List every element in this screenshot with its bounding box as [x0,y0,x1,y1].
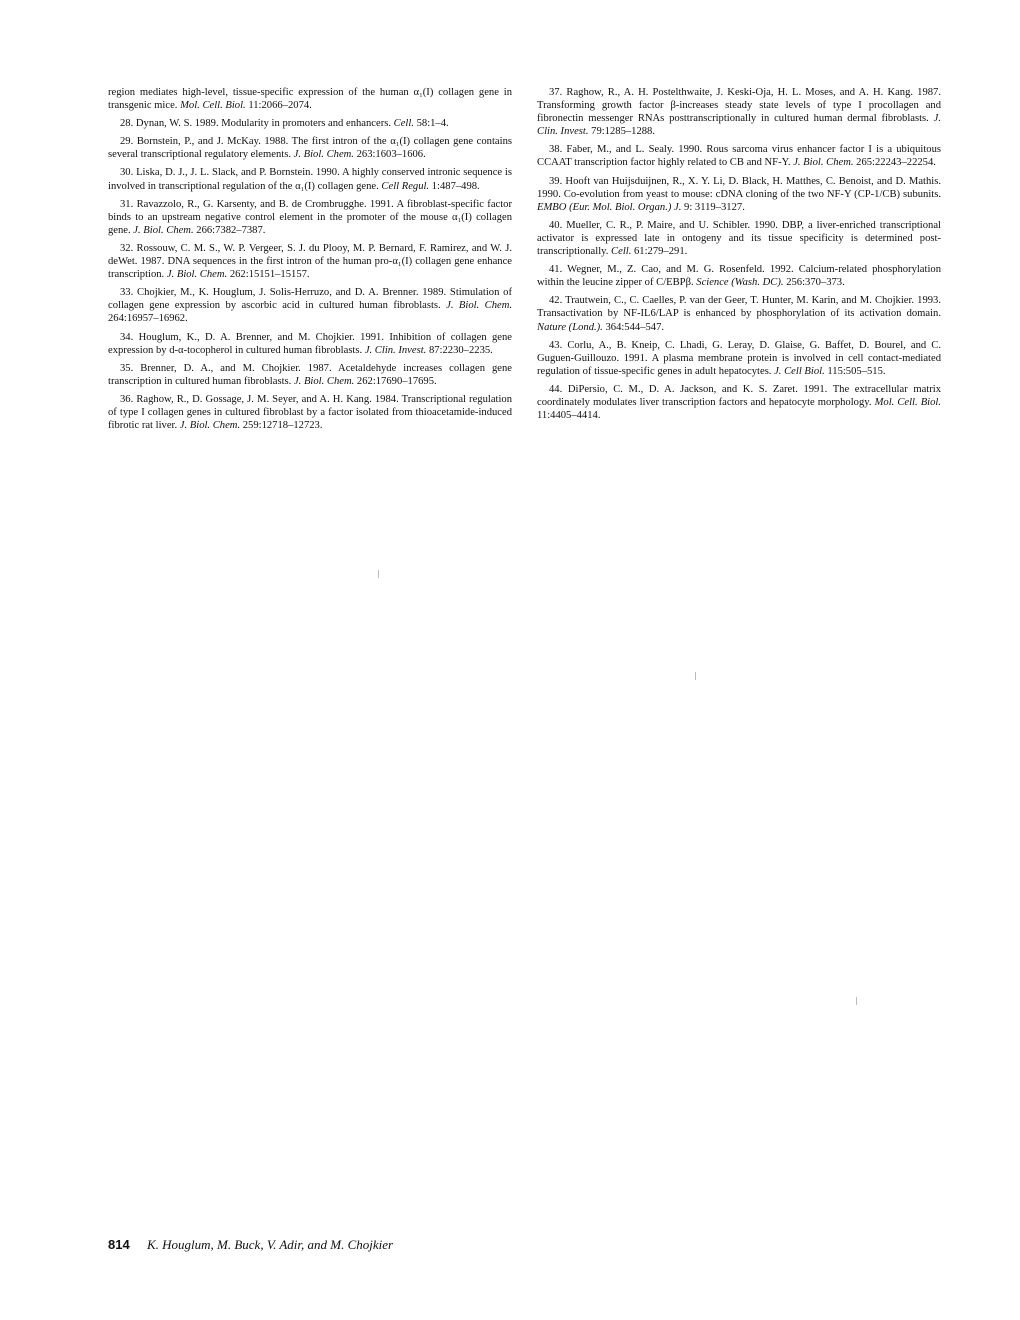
reference-citation: 1:487–498. [429,180,480,192]
reference-number: 44. [549,383,563,395]
reference-text: Chojkier, M., K. Houglum, J. Solis-Herruzo, and D. A. Brenner. 1989. Stimulation of collagen gene expression by ascorbic acid in cultured human fibroblasts. [108,287,512,312]
reference-column-left [108,86,512,437]
reference-citation: 256:370–373. [783,277,845,289]
reference-entry [108,286,512,325]
reference-number: 29. [120,136,134,148]
reference-citation: 9: 3119–3127. [681,201,745,213]
reference-text: Hooft van Huijsduijnen, R., X. Y. Li, D. Black, H. Matthes, C. Benoist, and D. Mathis. 1990. Co-evolution from yeast to mouse: cDNA cloning of the two NF-Y (CP-1/CB) subunits. [537,175,941,200]
reference-number: 40. [549,219,563,231]
reference-text: Ravazzolo, R., G. Karsenty, and B. de Crombrugghe. 1991. A fibroblast-specific factor binds to an upstream negative control element in the promoter of the mouse α₁(I) collagen gene. [108,198,512,236]
reference-journal: J. Clin. Invest. [364,344,427,356]
reference-number: 38. [549,144,563,156]
reference-number: 34. [120,331,134,343]
reference-entry [108,166,512,192]
reference-number: 39. [549,175,563,187]
scan-speck [695,672,696,680]
reference-citation: 266:7382–7387. [193,224,266,236]
scan-speck [856,997,857,1005]
reference-citation: 262:17690–17695. [354,375,437,387]
reference-number: 35. [120,362,134,374]
reference-entry [108,393,512,432]
scan-speck [378,570,379,578]
reference-journal: J. Biol. Chem. [793,157,854,169]
reference-text: Dynan, W. S. 1989. Modularity in promoters and enhancers. [133,118,394,130]
reference-number: 31. [120,198,134,210]
reference-entry [537,143,941,169]
reference-journal: J. Biol. Chem. [293,149,354,161]
reference-entry [108,362,512,388]
reference-citation: 259:12718–12723. [240,420,323,432]
reference-citation: 364:544–547. [602,321,665,333]
reference-text: Liska, D. J., J. L. Slack, and P. Bornstein. 1990. A highly conserved intronic sequence is involved in transcriptional regulation of the α₁(I) collagen gene. [108,167,512,192]
reference-text: Trautwein, C., C. Caelles, P. van der Geer, T. Hunter, M. Karin, and M. Chojkier. 1993. Transactivation by NF-IL6/LAP is enhanced by phosphorylation of its activation domain. [537,295,941,320]
reference-journal: Cell. [611,246,632,258]
reference-journal: Nature (Lond.). [537,321,603,333]
reference-journal: J. Biol. Chem. [133,224,194,236]
reference-journal: Cell. [393,118,414,130]
reference-text: Wegner, M., Z. Cao, and M. G. Rosenfeld. 1992. Calcium-related phosphorylation within the leucine zipper of C/EBPβ. [537,264,941,289]
reference-citation: 61:279–291. [631,246,688,258]
reference-text: Bornstein, P., and J. McKay. 1988. The first intron of the α₁(I) collagen gene contains several transcriptional regulatory elements. [108,136,512,161]
reference-entry [537,219,941,258]
reference-text: region mediates high-level, tissue-specific expression of the human α₁(I) collagen gene in transgenic mice. [108,87,512,112]
reference-entry [108,117,512,130]
reference-journal: J. Biol. Chem. [166,269,228,281]
running-footer-authors: K. Houglum, M. Buck, V. Adir, and M. Chojkier [146,1237,394,1252]
reference-text: Houglum, K., D. A. Brenner, and M. Chojkier. 1991. Inhibition of collagen gene expression by d-α-tocopherol in cultured human fibroblasts. [108,331,512,356]
reference-number: 32. [120,242,134,254]
reference-entry [108,198,512,237]
reference-number: 28. [120,118,134,130]
reference-column-right [537,86,941,427]
reference-number: 41. [549,264,563,276]
reference-text: Corlu, A., B. Kneip, C. Lhadi, G. Leray, D. Glaise, G. Baffet, D. Bourel, and C. Guguen-Guillouzo. 1991. A plasma membrane protein is involved in cell contact-mediated regulation of tissue-specific genes in adult hepatocytes. [537,339,941,377]
reference-entry [108,331,512,357]
reference-text: Rossouw, C. M. S., W. P. Vergeer, S. J. du Plooy, M. P. Bernard, F. Ramirez, and W. J. deWet. 1987. DNA sequences in the first intron of the human pro-α₁(I) collagen gene enhance transcription. [108,242,512,281]
reference-number: 33. [120,287,134,299]
reference-citation: 79:1285–1288. [588,126,656,138]
reference-citation: 262:15151–15157. [227,269,310,281]
reference-citation: 11:4405–4414. [537,410,601,422]
reference-entry [108,86,512,112]
reference-citation: 11:2066–2074. [245,100,312,112]
reference-journal: EMBO (Eur. Mol. Biol. Organ.) J. [537,201,682,213]
reference-journal: J. Biol. Chem. [446,300,512,312]
reference-journal: J. Clin. Invest. [537,113,941,138]
reference-text: Brenner, D. A., and M. Chojkier. 1987. Acetaldehyde increases collagen gene transcription in cultured human fibroblasts. [108,362,512,387]
reference-text: Mueller, C. R., P. Maire, and U. Schibler. 1990. DBP, a liver-enriched transcriptional activator is expressed late in ontogeny and its tissue specificity is determined post-transcriptionally. [537,219,941,258]
page-footer [108,1237,393,1253]
reference-number: 36. [120,393,134,405]
reference-number: 30. [120,167,134,179]
reference-journal: Cell Regul. [381,180,430,192]
reference-citation: 87:2230–2235. [426,344,493,356]
reference-number: 37. [549,87,563,98]
reference-number: 42. [549,295,563,307]
reference-journal: J. Biol. Chem. [293,375,355,387]
reference-number: 43. [549,339,563,351]
reference-entry [537,175,941,214]
reference-entry [537,263,941,289]
reference-entry [537,294,941,333]
reference-text: Faber, M., and L. Sealy. 1990. Rous sarcoma virus enhancer factor I is a ubiquitous CCAAT transcription factor highly related to CB and NF-Y. [537,144,941,169]
reference-journal: Mol. Cell. Biol. [180,100,246,112]
reference-text: Raghow, R., D. Gossage, J. M. Seyer, and A. H. Kang. 1984. Transcriptional regulation of type I collagen genes in cultured fibroblast by a factor isolated from thioacetamide-induced fibrotic rat liver. [108,393,512,432]
reference-entry [108,135,512,161]
reference-journal: J. Cell Biol. [774,365,825,377]
reference-journal: J. Biol. Chem. [179,420,241,432]
reference-text: DiPersio, C. M., D. A. Jackson, and K. S. Zaret. 1991. The extracellular matrix coordinately modulates liver transcription factors and hepatocyte morphology. [537,383,941,408]
reference-entry [537,339,941,378]
reference-text: Raghow, R., A. H. Postelthwaite, J. Keski-Oja, H. L. Moses, and A. H. Kang. 1987. Transforming growth factor β-increases steady state levels of type I procollagen and fibronectin messenger RNAs posttranscriptionally in cultured human dermal fibroblasts. [537,87,941,125]
reference-entry [537,86,941,138]
reference-entry [537,383,941,422]
reference-citation: 264:16957–16962. [108,313,188,325]
reference-entry [108,242,512,281]
page-number: 814 [108,1237,130,1252]
reference-citation: 263:1603–1606. [353,149,426,161]
reference-citation: 115:505–515. [824,365,886,377]
reference-journal: Science (Wash. DC). [696,277,784,289]
reference-citation: 265:22243–22254. [853,157,936,169]
reference-citation: 58:1–4. [413,118,449,130]
reference-journal: Mol. Cell. Biol. [874,396,941,408]
